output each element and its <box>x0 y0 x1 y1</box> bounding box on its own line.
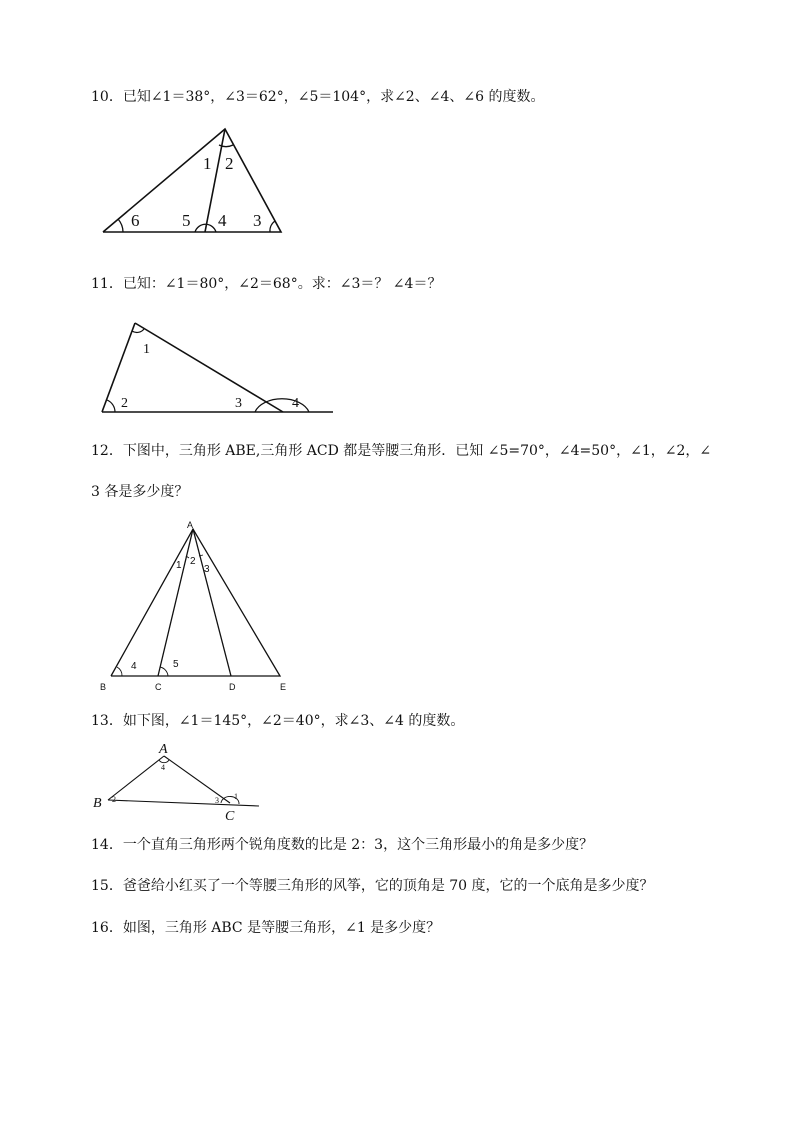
segment-AD <box>193 529 231 676</box>
point-label-B: B <box>100 682 107 692</box>
angle-label-3: 3 <box>253 211 262 230</box>
angle-label-4: 4 <box>292 396 299 411</box>
question-16-text: 16．如图，三角形 ABC 是等腰三角形，∠1 是多少度？ <box>91 920 441 936</box>
point-label-E: E <box>280 682 287 692</box>
question-10-text: 10．已知∠1＝38°，∠3＝62°，∠5＝104°，求∠2、∠4、∠6 的度数。 <box>91 89 545 105</box>
angle-arc-6 <box>118 219 123 232</box>
angle-tick-4 <box>117 667 122 676</box>
angle-label-1: 1 <box>203 154 212 173</box>
angle-label-5: 5 <box>182 211 191 230</box>
point-label-C: C <box>225 809 235 824</box>
point-label-D: D <box>229 682 236 692</box>
angle-label-3: 3 <box>215 796 219 805</box>
angle-label-3: 3 <box>235 396 242 411</box>
angle-arc-1-2 <box>219 145 233 147</box>
angle-label-4: 4 <box>161 763 165 772</box>
segment-AC <box>158 529 193 676</box>
figure-10-triangle <box>95 120 295 240</box>
angle-label-1: 1 <box>234 792 238 801</box>
triangle-side-right <box>135 323 283 412</box>
question-11-text: 11．已知：∠1＝80°，∠2＝68°。求：∠3＝？ ∠4＝？ <box>91 276 442 292</box>
angle-label-3: 3 <box>204 564 210 575</box>
question-14-text: 14．一个直角三角形两个锐角度数的比是 2：3，这个三角形最小的角是多少度？ <box>91 837 594 853</box>
angle-label-6: 6 <box>131 211 140 230</box>
figure-12-isosceles-triangles <box>95 518 300 696</box>
angle-label-1: 1 <box>143 342 150 357</box>
point-label-A: A <box>187 520 194 530</box>
point-label-B: B <box>93 796 102 811</box>
triangle-side-AC <box>164 756 230 803</box>
angle-arc-2 <box>107 400 115 412</box>
triangle-side-left <box>102 323 135 412</box>
angle-label-2: 2 <box>112 795 116 804</box>
question-12-text-line2: 3 各是多少度？ <box>91 484 189 500</box>
angle-arc-1 <box>132 329 144 332</box>
angle-label-4: 4 <box>218 211 227 230</box>
angle-label-2: 2 <box>225 154 234 173</box>
figure-13-triangle <box>88 740 268 824</box>
point-label-C: C <box>155 682 162 692</box>
angle-label-2: 2 <box>190 556 196 567</box>
figure-11-triangle <box>95 315 340 420</box>
triangle-ABE-outline <box>111 529 280 676</box>
angle-label-4: 4 <box>131 661 137 672</box>
triangle-side-BA <box>108 756 164 800</box>
angle-label-1: 1 <box>176 560 182 571</box>
angle-label-2: 2 <box>121 396 128 411</box>
question-15-text: 15．爸爸给小红买了一个等腰三角形的风筝，它的顶角是 70 度，它的一个底角是多少度？ <box>91 878 654 894</box>
angle-label-5: 5 <box>173 659 179 670</box>
point-label-A: A <box>159 742 168 757</box>
question-13-text: 13．如下图，∠1＝145°，∠2＝40°，求∠3、∠4 的度数。 <box>91 713 465 729</box>
question-12-text-line1: 12．下图中，三角形 ABE,三角形 ACD 都是等腰三角形．已知 ∠5=70°，∠4=50°，∠1，∠2，∠ <box>91 443 712 459</box>
angle-arc-3 <box>270 221 275 232</box>
angle-tick-5 <box>160 667 168 676</box>
